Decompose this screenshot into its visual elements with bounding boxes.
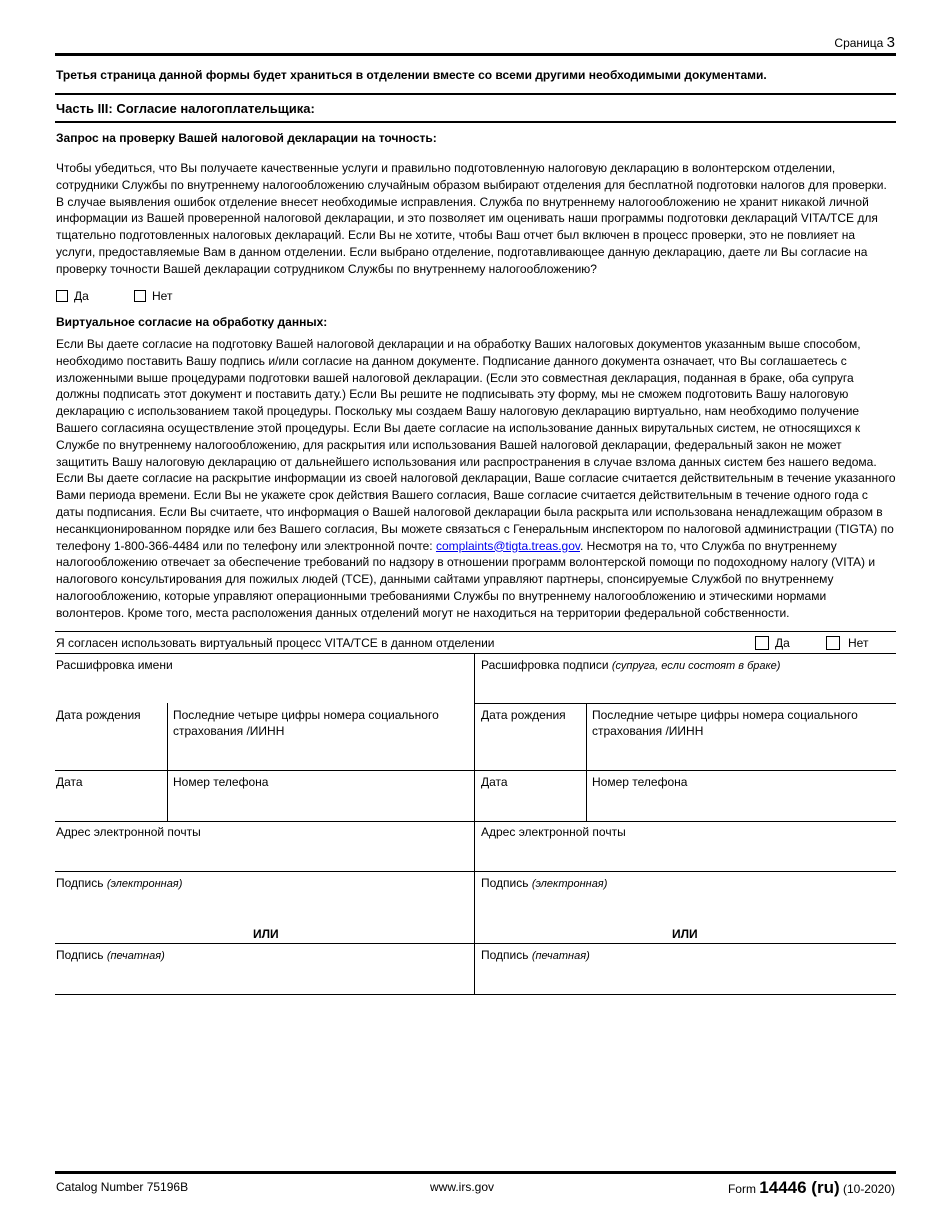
page-number bbox=[834, 34, 895, 51]
agree-yes-checkbox[interactable] bbox=[755, 636, 769, 650]
taxpayer-date-field[interactable]: Дата bbox=[56, 775, 83, 789]
form-date: (10-2020) bbox=[842, 1182, 895, 1196]
review-yes-option[interactable] bbox=[56, 288, 89, 303]
or-label-right: ИЛИ bbox=[672, 927, 698, 941]
review-no-option[interactable] bbox=[134, 288, 172, 303]
spouse-date-field[interactable]: Дата bbox=[481, 775, 508, 789]
virtual-heading: Виртуальное согласие на обработку данных: bbox=[56, 315, 328, 329]
spouse-psig-label: Подпись bbox=[481, 948, 529, 962]
taxpayer-email-field[interactable]: Адрес электронной почты bbox=[56, 825, 201, 839]
agree-row-line bbox=[55, 653, 896, 654]
virtual-text-part1: Если Вы даете согласие на подготовку Вашей налоговой декларации и на обработку Ваших налоговых документов указанным выше способом, необходимо поставить Вашу подпись и/или согласие на данном документе. Подписание данного документа означает, что Вы соглашаетесь с изложенными выше процедурами подготовки вашей налоговой декларации. (Если это совместная декларация, поданная в браке, оба супруга должны подписать этот документ и поставить дату.) Если Вы решите не подписывать эту форму, мы не сможем подготовить Вашу налоговую декларацию с использованием такой процедуры. Поскольку мы создаем Вашу налоговую декларацию виртуально, нам необходимо получение Вашего согласияна осуществление этой процедуры. Если Вы даете согласие на использование данных вирутальных систем, не относящихся к Службе по внутреннему налогообложению, для раскрытия или использования Вашей налоговой декларации, федеральный закон не может защитить Вашу налоговую декларацию от дальнейшего использования или распространения в случае взлома данных систем без нашего ведома. Если Вы даете согласие на раскрытие информации из своей налоговой декларации, Ваше согласие считается действительным в течение указанного Вами периода времени. Если Вы не укажете срок действия Вашего согласия, Ваше согласие считается действительным в течение одного года с даты подписания. Если Вы считаете, что информация о Вашей налоговой декларации была раскрыта или использована ненадлежащим образом в несанкционированном порядке или без Вашего согласия, Вы можете связаться с Генеральным инспектором по налоговой администрации (TIGTA) по телефону 1-800-366-4484 или по телефону или электронной почте: bbox=[56, 337, 896, 553]
form-prefix: Form bbox=[727, 1182, 756, 1196]
left-inner-divider bbox=[167, 703, 168, 821]
catalog-number: Catalog Number 75196B bbox=[56, 1180, 189, 1194]
tigta-email-link[interactable]: complaints@tigta.treas.gov bbox=[435, 538, 580, 553]
part-rule-top bbox=[55, 93, 896, 95]
taxpayer-printed-signature-field[interactable] bbox=[56, 947, 165, 964]
spouse-name-note: (супруга, если состоят в браке) bbox=[611, 660, 781, 672]
spouse-printed-signature-field[interactable] bbox=[481, 947, 590, 964]
email-row-line bbox=[55, 871, 896, 872]
virtual-text-part2: . Несмотря на то, что Служба по внутреннему налогообложению отвечает за обеспечение требований по надзору в отношении программ волонтерской помощи по подоходному налогу (VITA) и налогового консультирования для пожилых людей (TCE), данными сайтами управляют партнеры, спонсируемые Службой по внутреннему налогообложению, которые управляют операционными требованиями Службы по внутреннему налогообложению и этическими нормами волонтеров. Кроме того, места расположения данных отделений могут не находиться на территории федеральной собственности. bbox=[56, 538, 876, 620]
esig-row-line bbox=[55, 943, 896, 944]
taxpayer-dob-field[interactable]: Дата рождения bbox=[56, 708, 141, 722]
spouse-psig-note: (печатная) bbox=[531, 950, 590, 962]
esig-note: (электронная) bbox=[106, 878, 183, 890]
agree-yes-option[interactable] bbox=[755, 635, 790, 650]
spouse-email-field[interactable]: Адрес электронной почты bbox=[481, 825, 626, 839]
review-no-label: Нет bbox=[152, 288, 173, 303]
taxpayer-ssn-field[interactable]: Последние четыре цифры номера социального страхования /ИИНН bbox=[173, 708, 439, 738]
spouse-esignature-field[interactable] bbox=[481, 875, 607, 892]
table-bottom-line bbox=[55, 994, 896, 995]
page-notice: Третья страница данной формы будет храниться в отделении вместе со всеми другими необходимыми документами. bbox=[56, 68, 767, 82]
psig-label: Подпись bbox=[56, 948, 104, 962]
virtual-paragraph bbox=[56, 336, 896, 622]
spouse-name-line bbox=[474, 703, 896, 704]
form-number-value: 14446 (ru) bbox=[759, 1178, 840, 1197]
dob-row-line bbox=[55, 770, 896, 771]
review-yes-label: Да bbox=[74, 288, 89, 303]
review-yes-checkbox[interactable] bbox=[56, 290, 68, 302]
taxpayer-phone-field[interactable]: Номер телефона bbox=[173, 775, 269, 789]
table-top-line bbox=[55, 631, 896, 632]
agree-no-option[interactable] bbox=[826, 635, 868, 650]
spouse-ssn-field[interactable]: Последние четыре цифры номера социального страхования /ИИНН bbox=[592, 708, 858, 738]
review-paragraph: Чтобы убедиться, что Вы получаете качественные услуги и правильно подготовленную налоговую декларацию в волонтерском отделении, сотрудники Службы по внутреннему налогообложению случайным образом выбирают отделения для бесплатной подготовки налогов для проверки. В случае выявления ошибок отделение внесет необходимые исправления. Служба по внутреннему налогообложению не хранит никакой личной информации из Вашей проверенной налоговой декларации, и это позволяет им оценивать наши программы подготовки деклараций VITA/TCE для тщательно подготовленных налоговых деклараций. Если Вы не хотите, чтобы Ваш отчет был включен в процесс проверки, это не повлияет на услуги, предоставляемые Вам в данном отделении. Если выбрано отделение, подготавливающее данную декларацию, даете ли Вы согласие на проверку точности Вашей декларации сотрудником Службы по внутреннему налогообложению? bbox=[56, 161, 887, 276]
spouse-name-label: Расшифровка подписи bbox=[481, 658, 609, 672]
form-number bbox=[728, 1178, 895, 1198]
psig-note: (печатная) bbox=[106, 950, 165, 962]
review-no-checkbox[interactable] bbox=[134, 290, 146, 302]
footer-rule bbox=[55, 1171, 896, 1174]
spouse-phone-field[interactable]: Номер телефона bbox=[592, 775, 688, 789]
spouse-name-field[interactable] bbox=[481, 657, 780, 674]
page-label: Сраница bbox=[834, 36, 884, 50]
spouse-esig-label: Подпись bbox=[481, 876, 529, 890]
taxpayer-name-field[interactable]: Расшифровка имени bbox=[56, 658, 173, 672]
agree-yes-label: Да bbox=[775, 635, 790, 650]
agree-no-checkbox[interactable] bbox=[826, 636, 840, 650]
agree-no-label: Нет bbox=[848, 635, 869, 650]
spouse-esig-note: (электронная) bbox=[531, 878, 608, 890]
page-number-value: 3 bbox=[886, 34, 895, 51]
taxpayer-esignature-field[interactable] bbox=[56, 875, 182, 892]
or-label-left: ИЛИ bbox=[253, 927, 279, 941]
part3-title: Часть III: Согласие налогоплательщика: bbox=[56, 101, 315, 116]
review-heading: Запрос на проверку Вашей налоговой декларации на точность: bbox=[56, 131, 437, 145]
irs-website: www.irs.gov bbox=[430, 1180, 495, 1194]
right-inner-divider bbox=[586, 703, 587, 821]
spouse-dob-field[interactable]: Дата рождения bbox=[481, 708, 566, 722]
date-row-line bbox=[55, 821, 896, 822]
agree-text: Я согласен использовать виртуальный процесс VITA/TCE в данном отделении bbox=[56, 636, 495, 650]
part-rule-bottom bbox=[55, 121, 896, 123]
esig-label: Подпись bbox=[56, 876, 104, 890]
top-rule bbox=[55, 53, 896, 56]
